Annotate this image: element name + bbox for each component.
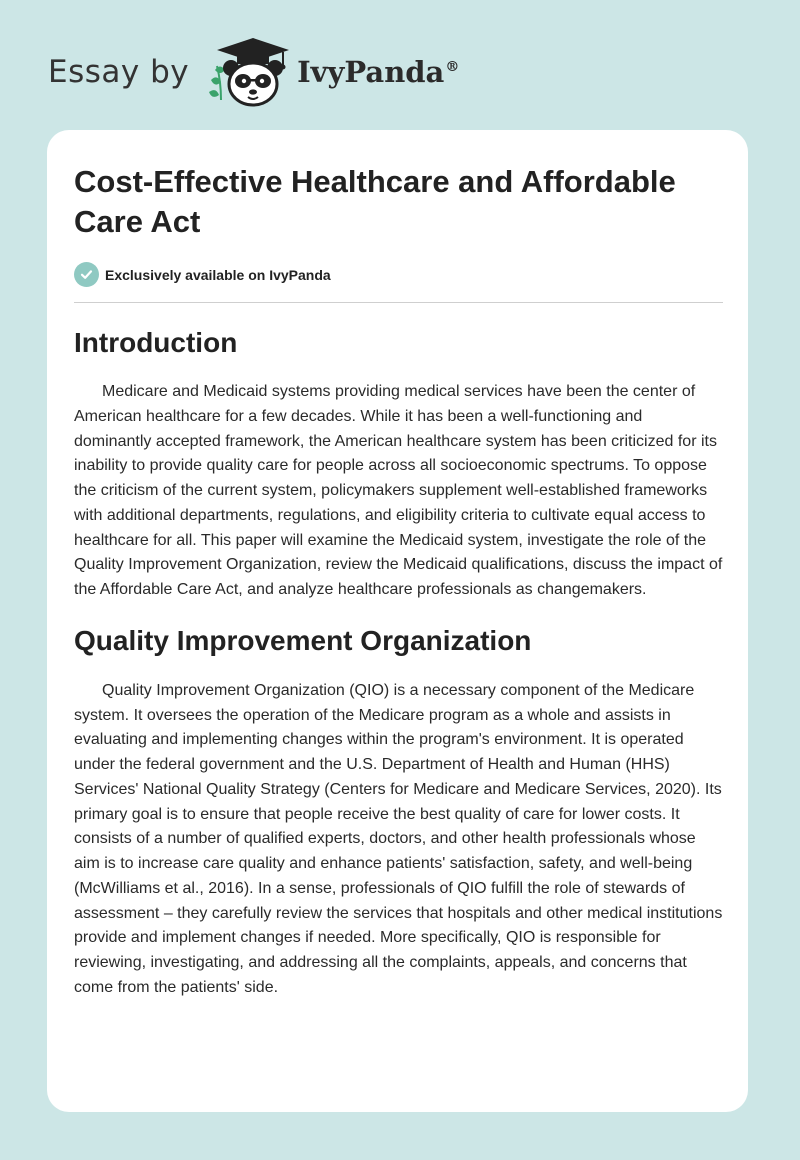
article-content [74, 162, 723, 1001]
site-header [48, 36, 459, 108]
article-card [47, 130, 748, 1112]
panda-logo-icon[interactable] [203, 36, 293, 108]
registered-mark: ® [445, 59, 460, 76]
check-icon [74, 262, 99, 287]
brand-name-text: IvyPanda [297, 55, 445, 89]
title-divider [74, 302, 723, 303]
section-paragraph-introduction: Medicare and Medicaid systems providing medical services have been the center of American healthcare for a few decades. While it has been a well-functioning and dominantly accepted framework, the American healthcare system has been criticized for its inability to provide quality care for people across all socioeconomic spectrums. To oppose the criticism of the current system, policymakers supplement well-established frameworks with additional departments, regulations, and eligibility criteria to cultivate equal access to healthcare for all. This paper will examine the Medicaid system, investigate the role of the Quality Improvement Organization, review the Medicaid qualifications, discuss the impact of the Affordable Care Act, and analyze healthcare professionals as changemakers. [74, 383, 723, 598]
essay-by-label: Essay by [48, 54, 190, 90]
section-heading-introduction: Introduction [74, 327, 238, 358]
article-title: Cost-Effective Healthcare and Affordable Care Act [74, 164, 676, 239]
exclusive-badge [74, 262, 723, 287]
brand-name[interactable] [297, 55, 459, 89]
exclusive-badge-text: Exclusively available on IvyPanda [105, 266, 331, 283]
section-paragraph-qio: Quality Improvement Organization (QIO) is a necessary component of the Medicare system. It oversees the operation of the Medicare program as a whole and assists in evaluating and implementing changes within the program's environment. It is operated under the federal government and the U.S. Department of Health and Human (HHS) Services' National Quality Strategy (Centers for Medicare and Medicare Services, 2020). Its primary goal is to ensure that people receive the best quality of care for lower costs. It consists of a number of qualified experts, doctors, and other health professionals whose aim is to increase care quality and enhance patients' satisfaction, safety, and well-being (McWilliams et al., 2016). In a sense, professionals of QIO fulfill the role of stewards of assessment – they carefully review the services that hospitals and other medical institutions provide and implement changes if needed. More specifically, QIO is responsible for reviewing, investigating, and addressing all the complaints, appeals, and concerns that come from the patients' side. [74, 681, 723, 996]
section-heading-qio: Quality Improvement Organization [74, 624, 532, 656]
